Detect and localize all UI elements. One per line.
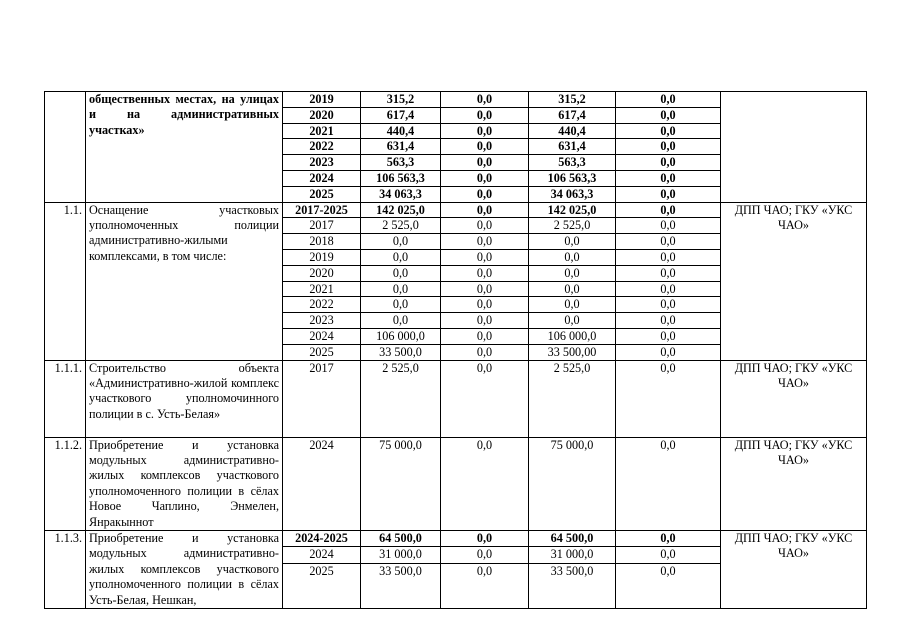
local-budget-cell: 0,0 (616, 530, 721, 546)
year-cell: 2024 (283, 328, 361, 344)
okrug-budget-cell: 0,0 (529, 297, 616, 313)
year-cell: 2020 (283, 107, 361, 123)
table-row (45, 202, 867, 218)
federal-budget-cell: 0,0 (441, 265, 529, 281)
total-cell: 142 025,0 (361, 202, 441, 218)
local-budget-cell: 0,0 (616, 234, 721, 250)
item-name-cell: общественных местах, на улицах и на административных участках» (86, 92, 283, 203)
federal-budget-cell: 0,0 (441, 328, 529, 344)
item-number-cell: 1.1.1. (45, 360, 86, 437)
federal-budget-cell: 0,0 (441, 547, 529, 563)
item-number-cell (45, 92, 86, 203)
local-budget-cell: 0,0 (616, 297, 721, 313)
local-budget-cell: 0,0 (616, 360, 721, 437)
okrug-budget-cell: 2 525,0 (529, 360, 616, 437)
total-cell: 64 500,0 (361, 530, 441, 546)
year-cell: 2020 (283, 265, 361, 281)
local-budget-cell: 0,0 (616, 265, 721, 281)
year-cell: 2023 (283, 155, 361, 171)
okrug-budget-cell: 106 000,0 (529, 328, 616, 344)
federal-budget-cell: 0,0 (441, 186, 529, 202)
responsible-cell: ДПП ЧАО; ГКУ «УКС ЧАО» (721, 530, 867, 608)
year-cell: 2021 (283, 123, 361, 139)
responsible-cell: ДПП ЧАО; ГКУ «УКС ЧАО» (721, 360, 867, 437)
federal-budget-cell: 0,0 (441, 249, 529, 265)
total-cell: 617,4 (361, 107, 441, 123)
okrug-budget-cell: 563,3 (529, 155, 616, 171)
local-budget-cell: 0,0 (616, 92, 721, 108)
total-cell: 0,0 (361, 265, 441, 281)
year-cell: 2024 (283, 170, 361, 186)
total-cell: 0,0 (361, 313, 441, 329)
total-cell: 106 000,0 (361, 328, 441, 344)
local-budget-cell: 0,0 (616, 249, 721, 265)
total-cell: 315,2 (361, 92, 441, 108)
local-budget-cell: 0,0 (616, 170, 721, 186)
okrug-budget-cell: 440,4 (529, 123, 616, 139)
local-budget-cell: 0,0 (616, 563, 721, 608)
year-cell: 2018 (283, 234, 361, 250)
okrug-budget-cell: 0,0 (529, 313, 616, 329)
local-budget-cell: 0,0 (616, 155, 721, 171)
local-budget-cell: 0,0 (616, 186, 721, 202)
local-budget-cell: 0,0 (616, 218, 721, 234)
year-cell: 2025 (283, 186, 361, 202)
federal-budget-cell: 0,0 (441, 202, 529, 218)
item-number-cell: 1.1.3. (45, 530, 86, 608)
federal-budget-cell: 0,0 (441, 344, 529, 360)
table-row (45, 530, 867, 546)
federal-budget-cell: 0,0 (441, 107, 529, 123)
okrug-budget-cell: 2 525,0 (529, 218, 616, 234)
local-budget-cell: 0,0 (616, 139, 721, 155)
year-cell: 2021 (283, 281, 361, 297)
responsible-cell: ДПП ЧАО; ГКУ «УКС ЧАО» (721, 437, 867, 530)
federal-budget-cell: 0,0 (441, 281, 529, 297)
responsible-cell (721, 92, 867, 203)
okrug-budget-cell: 315,2 (529, 92, 616, 108)
federal-budget-cell: 0,0 (441, 92, 529, 108)
okrug-budget-cell: 142 025,0 (529, 202, 616, 218)
item-name-cell: Строительство объекта «Административно-жилой комплекс участкового уполномочинного полиции в с. Усть-Белая» (86, 360, 283, 437)
year-cell: 2019 (283, 249, 361, 265)
federal-budget-cell: 0,0 (441, 313, 529, 329)
total-cell: 2 525,0 (361, 360, 441, 437)
year-cell: 2022 (283, 297, 361, 313)
okrug-budget-cell: 0,0 (529, 249, 616, 265)
total-cell: 0,0 (361, 249, 441, 265)
federal-budget-cell: 0,0 (441, 530, 529, 546)
table-body (45, 92, 867, 609)
local-budget-cell: 0,0 (616, 437, 721, 530)
table-row (45, 360, 867, 437)
okrug-budget-cell: 0,0 (529, 234, 616, 250)
total-cell: 0,0 (361, 297, 441, 313)
total-cell: 31 000,0 (361, 547, 441, 563)
okrug-budget-cell: 33 500,00 (529, 344, 616, 360)
total-cell: 106 563,3 (361, 170, 441, 186)
year-cell: 2017 (283, 218, 361, 234)
total-cell: 33 500,0 (361, 344, 441, 360)
total-cell: 75 000,0 (361, 437, 441, 530)
okrug-budget-cell: 106 563,3 (529, 170, 616, 186)
okrug-budget-cell: 631,4 (529, 139, 616, 155)
federal-budget-cell: 0,0 (441, 437, 529, 530)
year-cell: 2024-2025 (283, 530, 361, 546)
year-cell: 2017-2025 (283, 202, 361, 218)
year-cell: 2024 (283, 547, 361, 563)
total-cell: 0,0 (361, 281, 441, 297)
year-cell: 2019 (283, 92, 361, 108)
item-number-cell: 1.1. (45, 202, 86, 360)
local-budget-cell: 0,0 (616, 281, 721, 297)
total-cell: 0,0 (361, 234, 441, 250)
item-name-cell: Оснащение участковых уполномоченных полиции административно-жилыми комплексами, в том числе: (86, 202, 283, 360)
year-cell: 2023 (283, 313, 361, 329)
local-budget-cell: 0,0 (616, 547, 721, 563)
total-cell: 440,4 (361, 123, 441, 139)
okrug-budget-cell: 31 000,0 (529, 547, 616, 563)
table-row (45, 437, 867, 530)
okrug-budget-cell: 0,0 (529, 281, 616, 297)
local-budget-cell: 0,0 (616, 328, 721, 344)
year-cell: 2025 (283, 563, 361, 608)
federal-budget-cell: 0,0 (441, 297, 529, 313)
local-budget-cell: 0,0 (616, 123, 721, 139)
okrug-budget-cell: 75 000,0 (529, 437, 616, 530)
item-number-cell: 1.1.2. (45, 437, 86, 530)
okrug-budget-cell: 617,4 (529, 107, 616, 123)
item-name-cell: Приобретение и установка модульных административно-жилых комплексов участкового уполномоченного полиции в сёлах Новое Чаплино, Энмелен, Янракыннот (86, 437, 283, 530)
federal-budget-cell: 0,0 (441, 360, 529, 437)
program-financing-table (44, 91, 867, 609)
year-cell: 2022 (283, 139, 361, 155)
total-cell: 34 063,3 (361, 186, 441, 202)
local-budget-cell: 0,0 (616, 344, 721, 360)
federal-budget-cell: 0,0 (441, 234, 529, 250)
okrug-budget-cell: 34 063,3 (529, 186, 616, 202)
total-cell: 33 500,0 (361, 563, 441, 608)
year-cell: 2024 (283, 437, 361, 530)
item-name-cell: Приобретение и установка модульных административно-жилых комплексов участкового уполномоченного полиции в сёлах Усть-Белая, Нешкан, (86, 530, 283, 608)
local-budget-cell: 0,0 (616, 202, 721, 218)
federal-budget-cell: 0,0 (441, 123, 529, 139)
year-cell: 2017 (283, 360, 361, 437)
federal-budget-cell: 0,0 (441, 563, 529, 608)
federal-budget-cell: 0,0 (441, 170, 529, 186)
federal-budget-cell: 0,0 (441, 218, 529, 234)
year-cell: 2025 (283, 344, 361, 360)
okrug-budget-cell: 0,0 (529, 265, 616, 281)
okrug-budget-cell: 64 500,0 (529, 530, 616, 546)
total-cell: 631,4 (361, 139, 441, 155)
total-cell: 563,3 (361, 155, 441, 171)
total-cell: 2 525,0 (361, 218, 441, 234)
local-budget-cell: 0,0 (616, 107, 721, 123)
federal-budget-cell: 0,0 (441, 139, 529, 155)
okrug-budget-cell: 33 500,0 (529, 563, 616, 608)
local-budget-cell: 0,0 (616, 313, 721, 329)
responsible-cell: ДПП ЧАО; ГКУ «УКС ЧАО» (721, 202, 867, 360)
table-row (45, 92, 867, 108)
federal-budget-cell: 0,0 (441, 155, 529, 171)
